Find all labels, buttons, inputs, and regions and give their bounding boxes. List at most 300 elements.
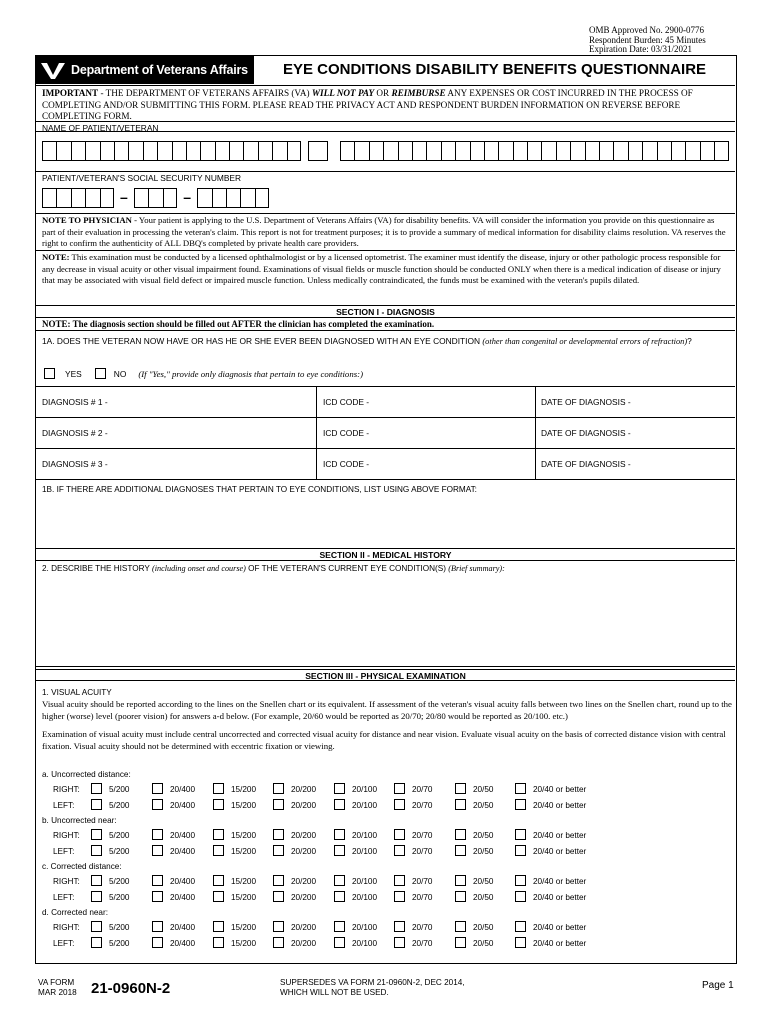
last-name-cell[interactable] xyxy=(484,141,498,161)
acuity-option-label: 20/40 or better xyxy=(533,877,587,886)
acuity-checkbox[interactable] xyxy=(152,891,163,902)
diagnosis-divider-1 xyxy=(316,387,317,480)
first-name-cell[interactable] xyxy=(272,141,286,161)
acuity-option[interactable] xyxy=(515,876,586,888)
acuity-checkbox[interactable] xyxy=(91,799,102,810)
note-to-physician: NOTE TO PHYSICIAN - Your patient is applying to the U.S. Department of Veterans Affairs (VA) for disability benefits. VA will consider the information you provide on this questionnaire as part of their evaluation in processing the veteran's claim. This report is not for treatment purposes; it is to provide a summary of medical information for disability claims resolution. VA reserves the right to confirm the authenticity of ALL DBQ's completed by private health care providers. xyxy=(36,214,735,251)
acuity-option-label: 20/200 xyxy=(291,785,317,794)
acuity-option[interactable] xyxy=(334,830,377,842)
omb-info xyxy=(589,26,706,55)
last-name-cell[interactable] xyxy=(398,141,412,161)
last-name-cell[interactable] xyxy=(541,141,555,161)
acuity-option[interactable] xyxy=(515,784,586,796)
last-name-cell[interactable] xyxy=(354,141,368,161)
acuity-option[interactable] xyxy=(213,922,256,934)
visual-acuity-instructions-1: Visual acuity should be reported according to the lines on the Snellen chart or its equivalent. If assessment of the veteran's visual acuity falls between two lines on the Snellen chart, round up to the higher (worse) level (poorer vision) for answers a-d below. (For example, 20/60 would be reported as 20/70; 20/80 would be reported as 20/100. etc.) xyxy=(42,699,732,721)
acuity-option[interactable] xyxy=(515,800,586,812)
acuity-option-label: 20/70 xyxy=(412,846,433,856)
acuity-checkbox[interactable] xyxy=(394,891,405,902)
acuity-checkbox[interactable] xyxy=(152,799,163,810)
acuity-checkbox[interactable] xyxy=(213,921,224,932)
last-name-cell[interactable] xyxy=(642,141,656,161)
acuity-option-label: 20/50 xyxy=(473,892,494,902)
acuity-option-label: 20/50 xyxy=(473,877,494,886)
diagnosis-row[interactable] xyxy=(36,449,735,480)
acuity-checkbox[interactable] xyxy=(334,799,345,810)
acuity-option[interactable] xyxy=(273,800,316,812)
question-1a: 1A. DOES THE VETERAN NOW HAVE OR HAS HE OR SHE EVER BEEN DIAGNOSED WITH AN EYE CONDITION (other than congenital or developmental errors of refraction)? YES NO (If "Yes," provide only diagnosis that pertain to eye conditions:) xyxy=(36,331,735,387)
acuity-checkbox[interactable] xyxy=(152,845,163,856)
acuity-option[interactable] xyxy=(515,922,586,934)
acuity-option[interactable] xyxy=(334,784,377,796)
supersedes-notice-2: WHICH WILL NOT BE USED. xyxy=(280,988,389,997)
acuity-checkbox[interactable] xyxy=(152,921,163,932)
acuity-option[interactable] xyxy=(213,846,256,858)
acuity-checkbox[interactable] xyxy=(334,891,345,902)
acuity-checkbox[interactable] xyxy=(273,875,284,886)
acuity-option-label: 20/100 xyxy=(352,785,378,794)
acuity-option-label: 20/100 xyxy=(352,800,378,810)
acuity-option-label: 15/200 xyxy=(231,831,257,840)
acuity-option[interactable] xyxy=(334,846,377,858)
last-name-cell[interactable] xyxy=(470,141,484,161)
first-name-cell[interactable] xyxy=(157,141,171,161)
acuity-option[interactable] xyxy=(455,938,494,950)
acuity-checkbox[interactable] xyxy=(515,845,526,856)
acuity-option-label: 20/400 xyxy=(170,877,196,886)
acuity-option[interactable] xyxy=(273,938,316,950)
acuity-option-label: 20/70 xyxy=(412,938,433,948)
examination-note: NOTE: This examination must be conducted by a licensed ophthalmologist or by a licensed optometrist. The examiner must identify the disease, injury or other pathologic process responsible for any decrease in visual acuity or other visual impairment found. Examinations of visual fields or muscle function should be conducted ONLY when there is a medical indication of disease or injury that may be associated with visual field defect or impaired muscle function. Unless medically contraindicated, the funds must be examined with the veteran's pupils dilated. xyxy=(36,251,735,306)
acuity-option[interactable] xyxy=(152,876,195,888)
eye-side-label: RIGHT: xyxy=(53,831,80,840)
acuity-group-label: c. Corrected distance: xyxy=(42,862,122,871)
acuity-option[interactable] xyxy=(213,876,256,888)
acuity-option[interactable] xyxy=(334,922,377,934)
ssn-boxes[interactable] xyxy=(42,188,269,208)
acuity-option[interactable] xyxy=(334,892,377,904)
first-name-cell[interactable] xyxy=(143,141,157,161)
patient-name-label: NAME OF PATIENT/VETERAN xyxy=(42,123,159,133)
section-2-header: SECTION II - MEDICAL HISTORY xyxy=(36,549,735,561)
ssn-cell[interactable] xyxy=(197,188,211,208)
acuity-option[interactable] xyxy=(152,846,195,858)
acuity-checkbox[interactable] xyxy=(394,921,405,932)
acuity-checkbox[interactable] xyxy=(394,937,405,948)
acuity-row-right xyxy=(36,922,735,934)
last-name-cell[interactable] xyxy=(556,141,570,161)
acuity-option-label: 20/40 or better xyxy=(533,831,587,840)
diagnosis-row[interactable] xyxy=(36,418,735,449)
yes-label: YES xyxy=(65,368,82,379)
acuity-option-label: 15/200 xyxy=(231,877,257,886)
first-name-cell[interactable] xyxy=(258,141,272,161)
acuity-option[interactable] xyxy=(334,876,377,888)
ssn-cell[interactable] xyxy=(163,188,177,208)
acuity-option[interactable] xyxy=(91,876,130,888)
acuity-checkbox[interactable] xyxy=(213,829,224,840)
acuity-row-right xyxy=(36,876,735,888)
acuity-checkbox[interactable] xyxy=(334,829,345,840)
acuity-option-label: 5/200 xyxy=(109,923,130,932)
acuity-checkbox[interactable] xyxy=(213,937,224,948)
diagnosis-label: DIAGNOSIS # 2 - xyxy=(42,428,108,438)
diagnosis-label: DIAGNOSIS # 1 - xyxy=(42,397,108,407)
acuity-option-label: 20/400 xyxy=(170,831,196,840)
acuity-option[interactable] xyxy=(455,876,494,888)
ssn-cell[interactable] xyxy=(212,188,226,208)
ssn-cell[interactable] xyxy=(100,188,114,208)
expiration-date: Expiration Date: 03/31/2021 xyxy=(589,44,692,54)
last-name-cell[interactable] xyxy=(383,141,397,161)
acuity-checkbox[interactable] xyxy=(152,783,163,794)
visual-acuity-instructions-2: Examination of visual acuity must include central uncorrected and corrected visual acuity for distance and near vision. Evaluate visual acuity on the basis of corrected distance vision with central fixation. Visual acuity should not be determined with eccentric fixation or viewing. xyxy=(42,729,726,751)
acuity-option[interactable] xyxy=(515,846,586,858)
last-name-cell[interactable] xyxy=(498,141,512,161)
acuity-option[interactable] xyxy=(91,892,130,904)
acuity-option[interactable] xyxy=(394,938,433,950)
middle-initial-box[interactable] xyxy=(308,141,328,161)
acuity-option-label: 20/400 xyxy=(170,785,196,794)
acuity-checkbox[interactable] xyxy=(91,891,102,902)
ssn-row xyxy=(36,172,735,214)
ssn-cell[interactable] xyxy=(240,188,254,208)
last-name-cell[interactable] xyxy=(441,141,455,161)
ssn-cell[interactable] xyxy=(226,188,240,208)
acuity-checkbox[interactable] xyxy=(515,829,526,840)
acuity-checkbox[interactable] xyxy=(91,937,102,948)
note-lead: NOTE: xyxy=(42,252,70,262)
date-of-diagnosis-label: DATE OF DIAGNOSIS - xyxy=(541,459,631,469)
acuity-checkbox[interactable] xyxy=(455,783,466,794)
acuity-option-label: 20/200 xyxy=(291,877,317,886)
acuity-option-label: 20/40 or better xyxy=(533,846,587,856)
acuity-checkbox[interactable] xyxy=(152,937,163,948)
acuity-option-label: 20/400 xyxy=(170,892,196,902)
acuity-option[interactable] xyxy=(273,830,316,842)
acuity-checkbox[interactable] xyxy=(152,875,163,886)
last-name-cell[interactable] xyxy=(657,141,671,161)
acuity-option-label: 20/50 xyxy=(473,800,494,810)
acuity-checkbox[interactable] xyxy=(213,783,224,794)
acuity-checkbox[interactable] xyxy=(515,891,526,902)
acuity-checkbox[interactable] xyxy=(515,799,526,810)
acuity-checkbox[interactable] xyxy=(273,783,284,794)
last-name-cell[interactable] xyxy=(613,141,627,161)
acuity-option[interactable] xyxy=(152,800,195,812)
eye-side-label: LEFT: xyxy=(53,846,75,856)
acuity-row-right xyxy=(36,784,735,796)
yes-checkbox[interactable] xyxy=(44,368,55,379)
diagnosis-divider-2 xyxy=(535,387,536,480)
acuity-option[interactable] xyxy=(91,800,130,812)
icd-code-label: ICD CODE - xyxy=(323,397,370,407)
agency-name: Department of Veterans Affairs xyxy=(71,63,248,77)
last-name-cell[interactable] xyxy=(513,141,527,161)
ssn-label: PATIENT/VETERAN'S SOCIAL SECURITY NUMBER xyxy=(42,173,242,183)
acuity-option-label: 5/200 xyxy=(109,938,130,948)
acuity-checkbox[interactable] xyxy=(91,783,102,794)
acuity-option-label: 20/70 xyxy=(412,800,433,810)
last-name-cell[interactable] xyxy=(671,141,685,161)
acuity-option-label: 20/50 xyxy=(473,831,494,840)
acuity-checkbox[interactable] xyxy=(213,891,224,902)
acuity-row-left xyxy=(36,846,735,858)
acuity-option[interactable] xyxy=(152,892,195,904)
acuity-checkbox[interactable] xyxy=(213,845,224,856)
form-header xyxy=(36,56,735,86)
acuity-option-label: 20/70 xyxy=(412,923,433,932)
acuity-option[interactable] xyxy=(455,892,494,904)
acuity-checkbox[interactable] xyxy=(334,875,345,886)
acuity-option[interactable] xyxy=(213,784,256,796)
ssn-cell[interactable] xyxy=(134,188,148,208)
ssn-cell[interactable] xyxy=(42,188,56,208)
first-name-cell[interactable] xyxy=(42,141,56,161)
acuity-option[interactable] xyxy=(273,876,316,888)
acuity-option-label: 5/200 xyxy=(109,831,130,840)
acuity-option-label: 20/50 xyxy=(473,846,494,856)
acuity-option-label: 20/400 xyxy=(170,800,196,810)
acuity-option[interactable] xyxy=(515,830,586,842)
acuity-checkbox[interactable] xyxy=(455,829,466,840)
acuity-option-label: 20/50 xyxy=(473,923,494,932)
acuity-option[interactable] xyxy=(213,800,256,812)
first-name-boxes[interactable] xyxy=(42,141,301,161)
acuity-option[interactable] xyxy=(394,800,433,812)
acuity-checkbox[interactable] xyxy=(394,799,405,810)
acuity-checkbox[interactable] xyxy=(273,891,284,902)
acuity-row-left xyxy=(36,800,735,812)
acuity-checkbox[interactable] xyxy=(334,937,345,948)
acuity-checkbox[interactable] xyxy=(394,845,405,856)
acuity-option-label: 5/200 xyxy=(109,877,130,886)
acuity-checkbox[interactable] xyxy=(273,937,284,948)
first-name-cell[interactable] xyxy=(128,141,142,161)
first-name-cell[interactable] xyxy=(56,141,70,161)
va-logo xyxy=(36,56,254,84)
first-name-cell[interactable] xyxy=(85,141,99,161)
acuity-option[interactable] xyxy=(91,922,130,934)
acuity-checkbox[interactable] xyxy=(91,829,102,840)
acuity-group-label: b. Uncorrected near: xyxy=(42,816,117,825)
acuity-option-label: 20/400 xyxy=(170,846,196,856)
no-checkbox[interactable] xyxy=(95,368,106,379)
acuity-option[interactable] xyxy=(394,876,433,888)
last-name-cell[interactable] xyxy=(340,141,354,161)
acuity-option[interactable] xyxy=(152,784,195,796)
date-of-diagnosis-label: DATE OF DIAGNOSIS - xyxy=(541,428,631,438)
last-name-boxes[interactable] xyxy=(340,141,729,161)
acuity-checkbox[interactable] xyxy=(515,937,526,948)
acuity-option-label: 5/200 xyxy=(109,846,130,856)
first-name-cell[interactable] xyxy=(229,141,243,161)
last-name-cell[interactable] xyxy=(700,141,714,161)
form-number: 21-0960N-2 xyxy=(91,980,171,997)
acuity-checkbox[interactable] xyxy=(91,921,102,932)
acuity-option-label: 20/70 xyxy=(412,892,433,902)
acuity-option[interactable] xyxy=(455,922,494,934)
question-1b[interactable] xyxy=(36,480,735,549)
acuity-option-label: 20/70 xyxy=(412,785,433,794)
acuity-option-label: 20/40 or better xyxy=(533,923,587,932)
acuity-option-label: 20/400 xyxy=(170,923,196,932)
acuity-checkbox[interactable] xyxy=(152,829,163,840)
acuity-option[interactable] xyxy=(273,784,316,796)
acuity-option[interactable] xyxy=(91,784,130,796)
last-name-cell[interactable] xyxy=(455,141,469,161)
acuity-option-label: 15/200 xyxy=(231,800,257,810)
acuity-option[interactable] xyxy=(455,800,494,812)
eye-side-label: RIGHT: xyxy=(53,923,80,932)
ssn-cell[interactable] xyxy=(56,188,70,208)
first-name-cell[interactable] xyxy=(114,141,128,161)
acuity-option[interactable] xyxy=(273,922,316,934)
acuity-option[interactable] xyxy=(213,830,256,842)
acuity-checkbox[interactable] xyxy=(273,921,284,932)
visual-acuity-section xyxy=(42,688,732,752)
acuity-checkbox[interactable] xyxy=(273,799,284,810)
question-2[interactable]: 2. DESCRIBE THE HISTORY (including onset and course) OF THE VETERAN'S CURRENT EYE CONDITION(S) (Brief summary): xyxy=(36,561,735,667)
acuity-checkbox[interactable] xyxy=(455,875,466,886)
last-name-cell[interactable] xyxy=(628,141,642,161)
acuity-checkbox[interactable] xyxy=(213,799,224,810)
acuity-option-label: 20/100 xyxy=(352,877,378,886)
acuity-option[interactable] xyxy=(91,830,130,842)
omb-number: OMB Approved No. 2900-0776 xyxy=(589,25,704,35)
acuity-option-label: 20/200 xyxy=(291,800,317,810)
acuity-group-label: a. Uncorrected distance: xyxy=(42,770,131,779)
acuity-option[interactable] xyxy=(152,922,195,934)
acuity-option[interactable] xyxy=(273,846,316,858)
acuity-option[interactable] xyxy=(152,830,195,842)
important-lead: IMPORTANT xyxy=(42,88,99,98)
form-date: MAR 2018 xyxy=(38,988,77,997)
acuity-checkbox[interactable] xyxy=(455,799,466,810)
acuity-option[interactable] xyxy=(455,784,494,796)
ssn-dash-1: – xyxy=(120,189,128,205)
acuity-option-label: 15/200 xyxy=(231,923,257,932)
acuity-checkbox[interactable] xyxy=(515,875,526,886)
acuity-option[interactable] xyxy=(334,800,377,812)
icd-code-label: ICD CODE - xyxy=(323,428,370,438)
acuity-option[interactable] xyxy=(334,938,377,950)
acuity-option-label: 15/200 xyxy=(231,846,257,856)
acuity-row-left xyxy=(36,892,735,904)
last-name-cell[interactable] xyxy=(599,141,613,161)
diagnosis-instruction: (If "Yes," provide only diagnosis that pertain to eye conditions:) xyxy=(138,368,364,379)
acuity-option[interactable] xyxy=(455,846,494,858)
first-name-cell[interactable] xyxy=(186,141,200,161)
acuity-checkbox[interactable] xyxy=(394,783,405,794)
acuity-option[interactable] xyxy=(394,922,433,934)
middle-initial-cell[interactable] xyxy=(308,141,328,161)
acuity-option[interactable] xyxy=(515,892,586,904)
acuity-checkbox[interactable] xyxy=(273,829,284,840)
last-name-cell[interactable] xyxy=(685,141,699,161)
acuity-checkbox[interactable] xyxy=(394,829,405,840)
acuity-checkbox[interactable] xyxy=(91,875,102,886)
acuity-checkbox[interactable] xyxy=(334,921,345,932)
first-name-cell[interactable] xyxy=(215,141,229,161)
acuity-option-label: 20/200 xyxy=(291,923,317,932)
q1b-text: 1B. IF THERE ARE ADDITIONAL DIAGNOSES THAT PERTAIN TO EYE CONDITIONS, LIST USING ABOVE FORMAT: xyxy=(42,485,477,494)
acuity-option[interactable] xyxy=(394,892,433,904)
acuity-checkbox[interactable] xyxy=(515,783,526,794)
acuity-checkbox[interactable] xyxy=(91,845,102,856)
q1a-text: 1A. DOES THE VETERAN NOW HAVE OR HAS HE OR SHE EVER BEEN DIAGNOSED WITH AN EYE CONDITION xyxy=(42,336,483,346)
acuity-checkbox[interactable] xyxy=(213,875,224,886)
diagnosis-row[interactable] xyxy=(36,387,735,418)
acuity-option-label: 15/200 xyxy=(231,938,257,948)
page-number: Page 1 xyxy=(702,980,734,991)
acuity-option[interactable] xyxy=(273,892,316,904)
last-name-cell[interactable] xyxy=(426,141,440,161)
acuity-checkbox[interactable] xyxy=(273,845,284,856)
eye-side-label: LEFT: xyxy=(53,892,75,902)
acuity-option[interactable] xyxy=(455,830,494,842)
last-name-cell[interactable] xyxy=(412,141,426,161)
acuity-option-label: 20/50 xyxy=(473,785,494,794)
last-name-cell[interactable] xyxy=(585,141,599,161)
no-label: NO xyxy=(113,368,127,379)
acuity-option[interactable] xyxy=(152,938,195,950)
acuity-option-label: 5/200 xyxy=(109,785,130,794)
ssn-cell[interactable] xyxy=(148,188,162,208)
acuity-group-label: d. Corrected near: xyxy=(42,908,108,917)
last-name-cell[interactable] xyxy=(527,141,541,161)
acuity-option[interactable] xyxy=(394,830,433,842)
eye-side-label: LEFT: xyxy=(53,800,75,810)
last-name-cell[interactable] xyxy=(570,141,584,161)
acuity-option[interactable] xyxy=(91,846,130,858)
first-name-cell[interactable] xyxy=(243,141,257,161)
acuity-checkbox[interactable] xyxy=(334,845,345,856)
acuity-option[interactable] xyxy=(91,938,130,950)
note-physician-lead: NOTE TO PHYSICIAN xyxy=(42,215,132,225)
first-name-cell[interactable] xyxy=(100,141,114,161)
acuity-checkbox[interactable] xyxy=(455,845,466,856)
acuity-option[interactable] xyxy=(394,846,433,858)
acuity-option[interactable] xyxy=(394,784,433,796)
ssn-cell[interactable] xyxy=(255,188,269,208)
last-name-cell[interactable] xyxy=(369,141,383,161)
supersedes-notice: SUPERSEDES VA FORM 21-0960N-2, DEC 2014, xyxy=(280,978,465,987)
acuity-option-label: 15/200 xyxy=(231,892,257,902)
acuity-checkbox[interactable] xyxy=(455,891,466,902)
acuity-option-label: 20/40 or better xyxy=(533,938,587,948)
first-name-cell[interactable] xyxy=(287,141,301,161)
form-title: EYE CONDITIONS DISABILITY BENEFITS QUESTIONNAIRE xyxy=(282,61,707,78)
first-name-cell[interactable] xyxy=(200,141,214,161)
acuity-checkbox[interactable] xyxy=(455,921,466,932)
first-name-cell[interactable] xyxy=(71,141,85,161)
first-name-cell[interactable] xyxy=(172,141,186,161)
acuity-checkbox[interactable] xyxy=(334,783,345,794)
acuity-checkbox[interactable] xyxy=(455,937,466,948)
acuity-row-right xyxy=(36,830,735,842)
last-name-cell[interactable] xyxy=(714,141,728,161)
va-form-label: VA FORM xyxy=(38,978,75,987)
acuity-option[interactable] xyxy=(515,938,586,950)
acuity-checkbox[interactable] xyxy=(515,921,526,932)
acuity-option[interactable] xyxy=(213,938,256,950)
ssn-cell[interactable] xyxy=(71,188,85,208)
acuity-checkbox[interactable] xyxy=(394,875,405,886)
ssn-dash-2: – xyxy=(183,189,192,205)
ssn-cell[interactable] xyxy=(85,188,99,208)
acuity-option[interactable] xyxy=(213,892,256,904)
